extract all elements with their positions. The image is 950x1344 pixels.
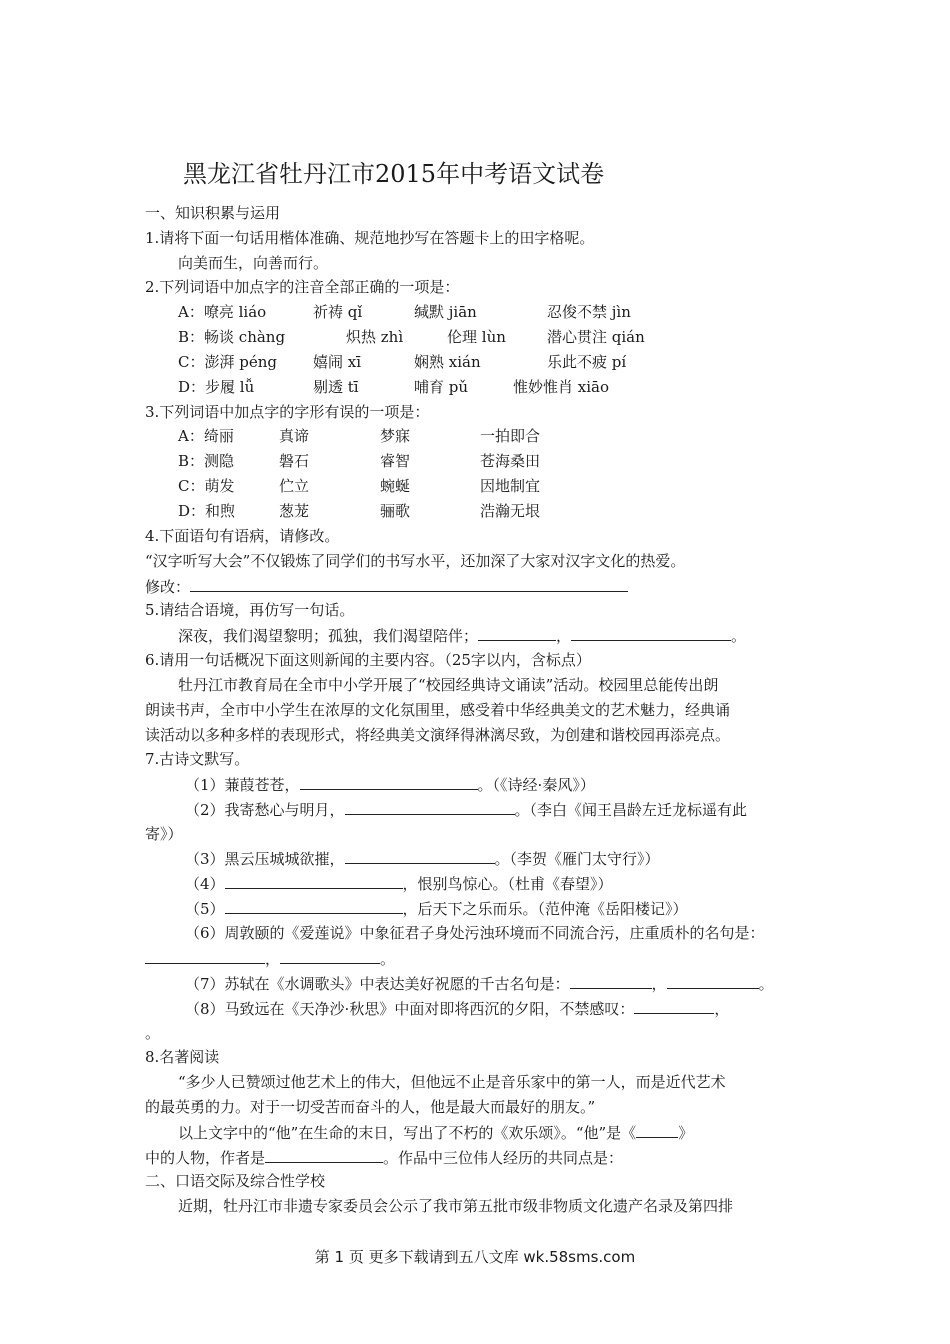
page-title: 黑龙江省牡丹江市2015年中考语文试卷	[183, 160, 605, 188]
q2-d1: D：步履 lǚ	[178, 378, 255, 396]
q7-4-source: ，恨别鸟惊心。（杜甫《春望》）	[402, 875, 613, 893]
q3-a3: 梦寐	[380, 427, 411, 445]
q3-d1: D：和煦	[178, 502, 236, 520]
q6-para-3: 读活动以多种多样的表现形式，将经典美文演绎得淋漓尽致，为创建和谐校园再添亮点。	[145, 726, 731, 744]
q4-sentence: “汉字听写大会”不仅锻炼了同学们的书写水平，还加深了大家对汉字文化的热爱。	[145, 552, 686, 570]
q7-7-blank-1[interactable]	[570, 973, 652, 989]
q5-blank-1[interactable]	[478, 625, 556, 641]
q8-p4-text: 中的人物，作者是	[145, 1149, 266, 1167]
q8-author-blank[interactable]	[265, 1147, 383, 1163]
q5-text: 5.请结合语境，再仿写一句话。	[145, 601, 355, 619]
q7-item-8-cont: 。	[145, 1024, 161, 1042]
q7-5-blank[interactable]	[225, 898, 403, 914]
q7-8-blank[interactable]	[634, 998, 714, 1014]
q2-c2: 嬉闹 xī	[313, 353, 362, 371]
q7-4-blank[interactable]	[225, 873, 403, 889]
q8-para-1: “多少人已赞颂过他艺术上的伟大，但他远不止是音乐家中的第一人，而是近代艺术	[178, 1073, 726, 1091]
q3-d4: 浩瀚无垠	[480, 502, 541, 520]
q1-text: 1.请将下面一句话用楷体准确、规范地抄写在答题卡上的田字格呢。	[145, 229, 595, 247]
q7-7-blank-2[interactable]	[667, 973, 759, 989]
q5-sentence: 深夜，我们渴望黎明；孤独，我们渴望陪伴；	[178, 627, 479, 645]
q7-8-comma: ，	[714, 1000, 730, 1018]
q3-a2: 真谛	[279, 427, 310, 445]
q2-c4: 乐此不疲 pí	[547, 353, 627, 371]
q7-item-4	[185, 873, 613, 894]
q5-period: 。	[731, 627, 747, 645]
q3-a4: 一拍即合	[480, 427, 541, 445]
q6-para-2: 朗读书声，全市中小学生在浓厚的文化氛围里，感受着中华经典美文的艺术魅力，经典诵	[145, 701, 731, 719]
q3-c1: C：萌发	[178, 477, 235, 495]
q3-b2: 磐石	[279, 452, 310, 470]
q3-d2: 葱茏	[279, 502, 310, 520]
q4-fix-label: 修改：	[145, 578, 191, 596]
q2-c1: C：澎湃 péng	[178, 353, 277, 371]
q8-text: 8.名著阅读	[145, 1048, 220, 1066]
q7-1-source: 。（《诗经·秦风》）	[477, 776, 595, 794]
q7-8-prompt: （8）马致远在《天净沙·秋思》中面对即将西沉的夕阳，不禁感叹：	[185, 1000, 635, 1018]
q7-3-blank[interactable]	[345, 848, 495, 864]
q2-a2: 祈祷 qǐ	[313, 303, 363, 321]
q4-text: 4.下面语句有语病，请修改。	[145, 527, 340, 545]
q2-c3: 娴熟 xián	[414, 353, 481, 371]
q2-d3: 哺育 pǔ	[414, 378, 469, 396]
q7-4-prompt: （4）	[185, 875, 225, 893]
q7-6-comma: ，	[265, 950, 281, 968]
q7-7-prompt: （7）苏轼在《水调歌头》中表达美好祝愿的千古名句是：	[185, 975, 570, 993]
q3-c2: 伫立	[279, 477, 310, 495]
q7-item-7	[185, 973, 774, 994]
q1-sentence: 向美而生，向善而行。	[178, 254, 329, 272]
q8-para-3	[178, 1122, 693, 1143]
q7-item-5	[185, 898, 688, 919]
q3-text: 3.下列词语中加点字的字形有误的一项是：	[145, 403, 430, 421]
q3-b1: B：测隐	[178, 452, 235, 470]
q8-para-2: 的最英勇的力。对于一切受苦而奋斗的人，他是最大而最好的朋友。”	[145, 1098, 596, 1116]
q7-7-comma: ，	[651, 975, 667, 993]
q2-b4: 潜心贯注 qián	[547, 328, 645, 346]
q7-item-2-cont: 寄》）	[145, 825, 183, 843]
section-1-heading: 一、知识积累与运用	[145, 204, 281, 222]
q7-6-blank-2[interactable]	[280, 948, 380, 964]
q8-para-4	[145, 1147, 623, 1168]
q2-b2: 炽热 zhì	[346, 328, 404, 346]
q2-d2: 剔透 tī	[313, 378, 359, 396]
q7-2-blank[interactable]	[345, 799, 515, 815]
q3-c3: 蜿蜒	[380, 477, 411, 495]
q2-d4: 惟妙惟肖 xiāo	[513, 378, 609, 396]
q7-item-2	[185, 799, 747, 820]
q4-fix-line	[145, 576, 628, 597]
q3-b3: 睿智	[380, 452, 411, 470]
q7-6-blank-1[interactable]	[145, 948, 265, 964]
q7-7-period: 。	[758, 975, 774, 993]
q7-text: 7.古诗文默写。	[145, 750, 250, 768]
q8-p3-text: 以上文字中的“他”在生命的末日，写出了不朽的《欢乐颂》。“他”是《	[178, 1124, 637, 1142]
q7-item-6-answer	[145, 948, 395, 969]
q3-d3: 骊歌	[380, 502, 411, 520]
section-2-para: 近期，牡丹江市非遗专家委员会公示了我市第五批市级非物质文化遗产名录及第四排	[178, 1197, 734, 1215]
q7-6-period: 。	[380, 950, 396, 968]
q7-2-prompt: （2）我寄愁心与明月，	[185, 801, 345, 819]
q7-5-prompt: （5）	[185, 900, 225, 918]
q7-2-source: 。（李白《闻王昌龄左迁龙标遥有此	[514, 801, 748, 819]
q7-1-prompt: （1）蒹葭苍苍，	[185, 776, 300, 794]
q5-comma: ，	[556, 627, 572, 645]
q7-3-prompt: （3）黑云压城城欲摧，	[185, 850, 345, 868]
q2-a3: 缄默 jiān	[414, 303, 477, 321]
q4-answer-blank[interactable]	[190, 576, 628, 592]
q5-line	[178, 625, 746, 646]
q2-text: 2.下列词语中加点字的注音全部正确的一项是：	[145, 278, 460, 296]
q2-b1: B：畅谈 chàng	[178, 328, 286, 346]
q2-b3: 伦理 lùn	[447, 328, 506, 346]
q6-text: 6.请用一句话概况下面这则新闻的主要内容。（25字以内，含标点）	[145, 651, 591, 669]
page-footer: 第 1 页 更多下载请到五八文库 wk.58sms.com	[314, 1248, 636, 1266]
q2-a4: 忍俊不禁 jìn	[547, 303, 631, 321]
q8-book-blank[interactable]	[636, 1122, 678, 1138]
section-2-heading: 二、口语交际及综合性学校	[145, 1172, 326, 1190]
q7-item-3	[185, 848, 660, 869]
q2-a1: A：嘹亮 liáo	[178, 303, 267, 321]
q6-para-1: 牡丹江市教育局在全市中小学开展了“校园经典诗文诵读”活动。校园里总能传出朗	[178, 676, 719, 694]
q7-item-1	[185, 774, 595, 795]
q3-c4: 因地制宜	[480, 477, 541, 495]
q8-p3-close: 》	[678, 1124, 694, 1142]
q7-5-source: ，后天下之乐而乐。（范仲淹《岳阳楼记》）	[402, 900, 688, 918]
q7-item-6: （6）周敦颐的《爱莲说》中象征君子身处污浊环境而不同流合污，庄重质朴的名句是：	[185, 924, 765, 942]
q7-3-source: 。（李贺《雁门太守行》）	[494, 850, 660, 868]
q7-item-8	[185, 998, 729, 1019]
q7-1-blank[interactable]	[300, 774, 478, 790]
q8-p4-tail: 。作品中三位伟人经历的共同点是：	[383, 1149, 624, 1167]
q5-blank-2[interactable]	[571, 625, 731, 641]
q3-b4: 苍海桑田	[480, 452, 541, 470]
q3-a1: A：绮丽	[178, 427, 234, 445]
